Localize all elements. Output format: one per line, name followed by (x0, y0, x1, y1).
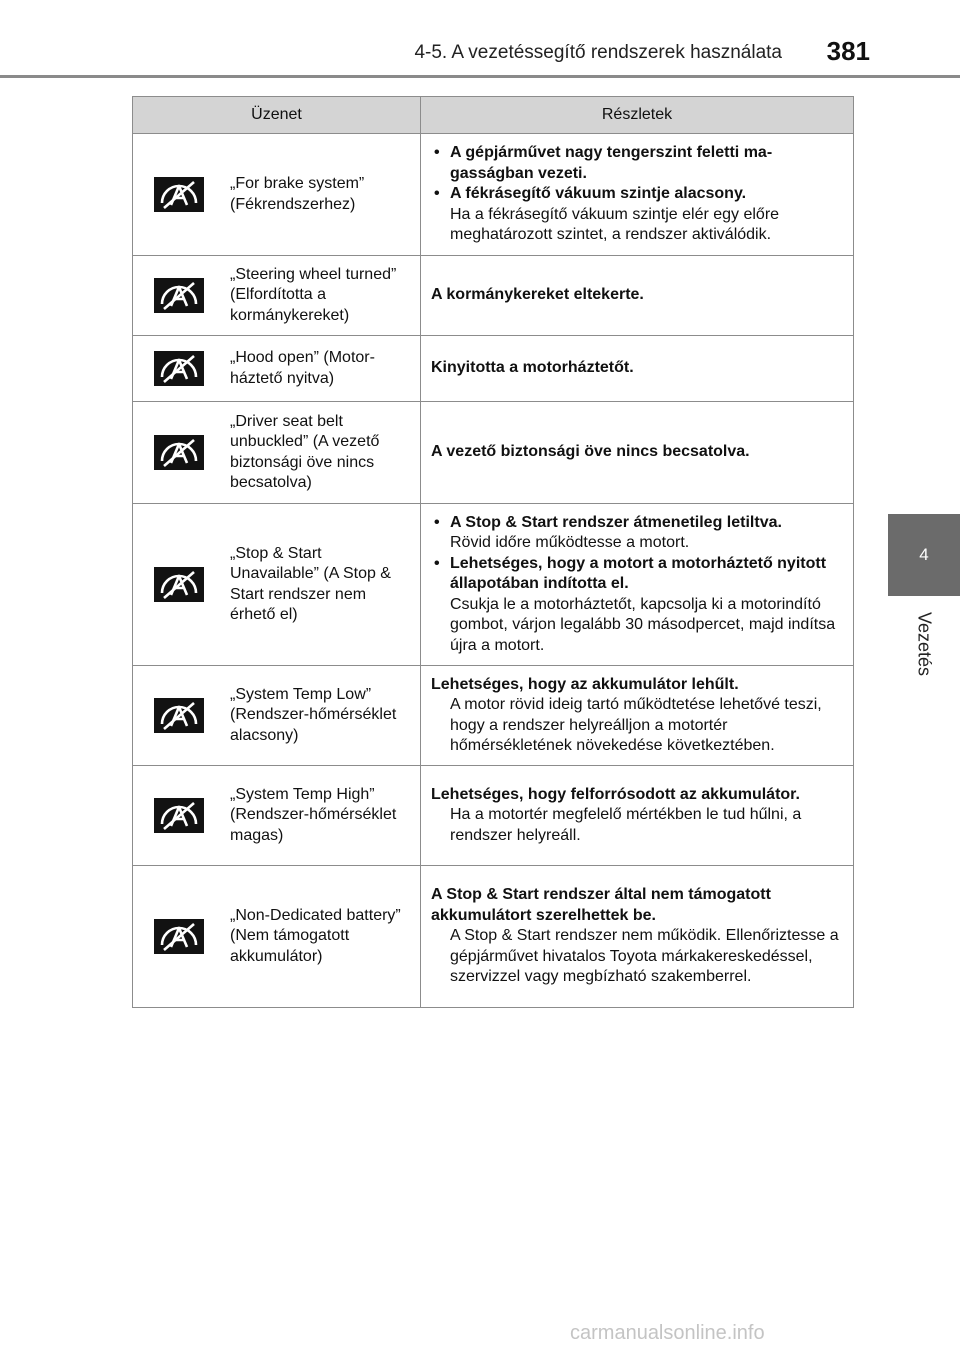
message-table (132, 96, 854, 1008)
table-body (133, 134, 854, 1008)
message-text: „Stop & Start Unavailable” (A Stop & Start rendszer nem érhető el) (230, 544, 391, 623)
column-header-details: Részletek (421, 97, 854, 134)
table-row (133, 504, 854, 666)
page-number: 381 (826, 36, 870, 66)
detail-bullet: • A gépjárművet nagy tengerszint feletti magasságban vezeti. (431, 143, 843, 184)
detail-text: Kinyitotta a motorháztetőt. (431, 359, 634, 377)
auto-stop-start-disabled-icon (154, 567, 204, 602)
details-cell (421, 134, 854, 256)
details-cell (421, 256, 854, 336)
table-row (133, 666, 854, 766)
detail-text: A Stop & Start rendszer nem működik. Ellenőriztesse a gépjárművet hivatalos Toyota márkakereskedéssel, szervizzel vagy megbízható szakemberrel. (450, 927, 839, 986)
detail-text: Ha a fékrásegítő vákuum szintje elér egy előre meghatározott szintet, a rendszer aktiválódik. (450, 205, 780, 244)
detail-text: Lehetséges, hogy felforrósodott az akkumulátor. (431, 785, 800, 803)
auto-stop-start-disabled-icon (154, 278, 204, 313)
message-cell (133, 666, 421, 766)
message-text: „For brake system” (Fékrendszerhez) (230, 175, 365, 213)
details-cell (421, 766, 854, 866)
message-cell (133, 504, 421, 666)
message-text: „Driver seat belt unbuckled” (A vezető biztonsági öve nincs becsatolva) (230, 412, 380, 491)
message-text: „Steering wheel turned” (Elfordította a kormánykereket) (230, 265, 397, 324)
detail-bullet: • A Stop & Start rendszer átmenetileg letiltva. (431, 513, 843, 534)
watermark: carmanualsonline.info (570, 1322, 765, 1344)
message-cell (133, 766, 421, 866)
table-row (133, 402, 854, 504)
detail-text: A motor rövid ideig tartó működtetése lehetővé teszi, hogy a rendszer helyreálljon a motortér hőmérsékletének növekedése következtében. (450, 696, 822, 754)
auto-stop-start-disabled-icon (154, 435, 204, 470)
message-cell (133, 336, 421, 402)
message-text: „System Temp High” (Rendszer-hőmérséklet magas) (230, 785, 397, 844)
table-row (133, 866, 854, 1008)
detail-text: Lehetséges, hogy az akkumulátor lehűlt. (431, 675, 739, 693)
details-cell (421, 866, 854, 1008)
auto-stop-start-disabled-icon (154, 798, 204, 833)
auto-stop-start-disabled-icon (154, 698, 204, 733)
chapter-tab[interactable] (888, 514, 960, 596)
details-cell (421, 504, 854, 666)
message-cell (133, 134, 421, 256)
detail-text: A vezető biztonsági öve nincs becsatolva. (431, 443, 750, 461)
detail-text: A kormánykereket eltekerte. (431, 286, 644, 304)
chapter-label (888, 600, 960, 690)
table-header-row (133, 97, 854, 134)
table-row (133, 256, 854, 336)
message-cell (133, 402, 421, 504)
auto-stop-start-disabled-icon (154, 177, 204, 212)
detail-text: Rövid időre működtesse a motort. (450, 534, 690, 552)
table-row (133, 766, 854, 866)
column-header-message: Üzenet (133, 97, 421, 134)
detail-text: A Stop & Start rendszer által nem támogatott akkumulátort szerelhettek be. (431, 886, 771, 924)
details-cell (421, 336, 854, 402)
message-text: „System Temp Low” (Rendszer-hőmérséklet alacsony) (230, 685, 397, 744)
detail-bullet: • Lehetséges, hogy a motort a motorháztető nyitott állapotában indította el. (431, 554, 843, 595)
table-row (133, 336, 854, 402)
message-text: „Hood open” (Motorháztető nyitva) (230, 349, 375, 387)
auto-stop-start-disabled-icon (154, 351, 204, 386)
detail-text: Ha a motortér megfelelő mértékben le tud hűlni, a rendszer helyreáll. (450, 806, 802, 844)
section-title: 4-5. A vezetéssegítő rendszerek használata (414, 42, 782, 63)
chapter-label-text: Vezetés (914, 611, 935, 677)
details-cell (421, 666, 854, 766)
message-text: „Non-Dedicated battery” (Nem támogatott akkumulátor) (230, 906, 401, 965)
detail-bullet: • A fékrásegítő vákuum szintje alacsony. (431, 184, 843, 205)
details-cell (421, 402, 854, 504)
table-row (133, 134, 854, 256)
detail-text: Csukja le a motorháztetőt, kapcsolja ki a motorindító gombot, várjon legalább 30 másodpercet, majd indítsa újra a motort. (450, 595, 836, 654)
auto-stop-start-disabled-icon (154, 919, 204, 954)
message-cell (133, 866, 421, 1008)
header-divider (0, 75, 960, 78)
message-cell (133, 256, 421, 336)
chapter-number: 4 (919, 545, 929, 564)
